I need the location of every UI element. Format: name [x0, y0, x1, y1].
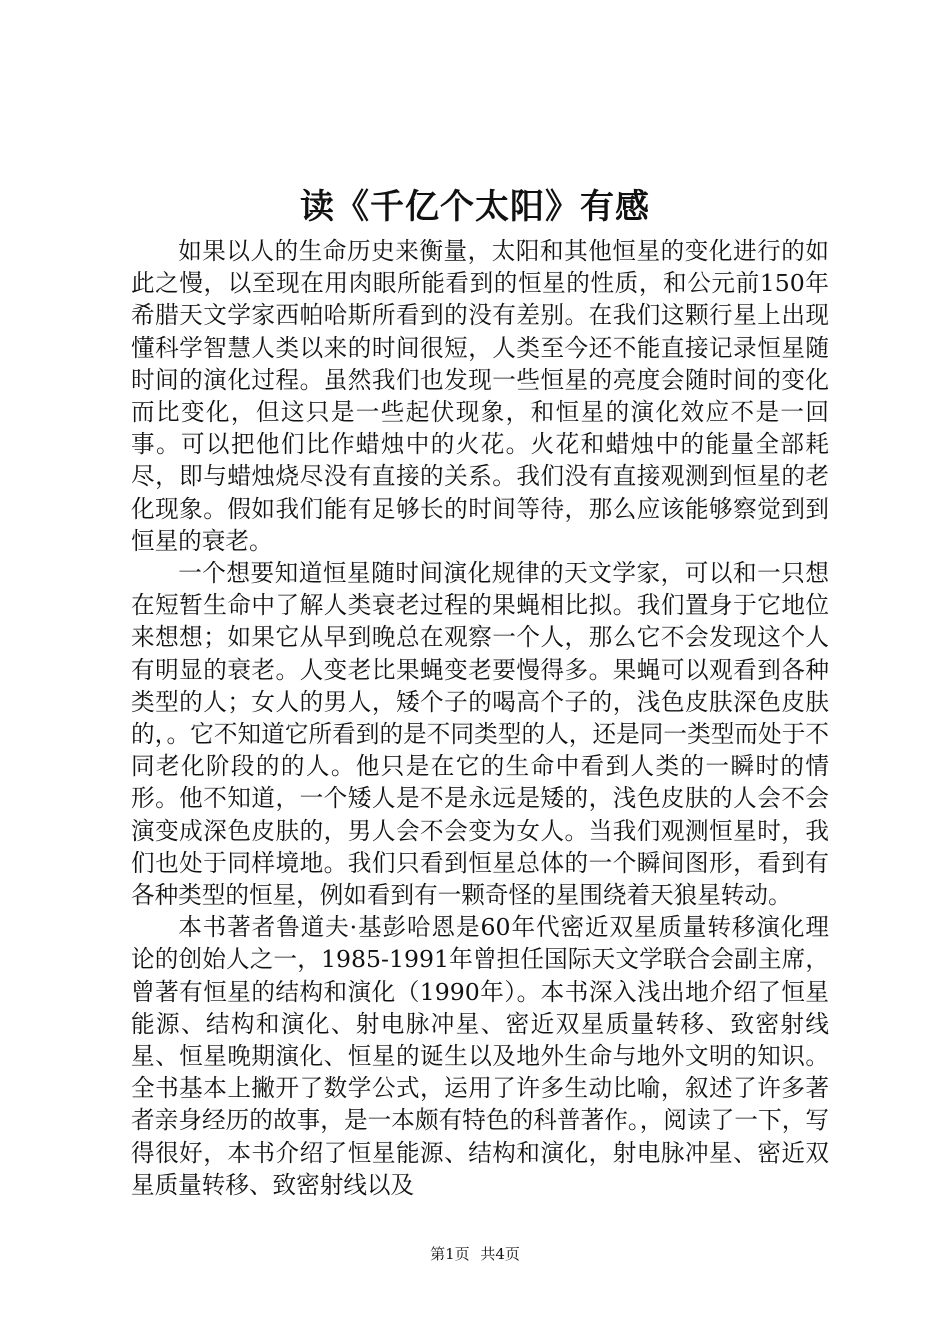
- page-footer: [0, 1244, 950, 1264]
- body-paragraph: 本书著者鲁道夫·基彭哈恩是60年代密近双星质量转移演化理论的创始人之一，1985-1991年曾担任国际天文学联合会副主席，曾著有恒星的结构和演化（1990年）。本书深入浅出地介绍了恒星能源、结构和演化、射电脉冲星、密近双星质量转移、致密射线星、恒星晚期演化、恒星的诞生以及地外生命与地外文明的知识。全书基本上撇开了数学公式，运用了许多生动比喻，叙述了许多著者亲身经历的故事，是一本颇有特色的科普著作。，阅读了一下，写得很好，本书介绍了恒星能源、结构和演化，射电脉冲星、密近双星质量转移、致密射线以及: [131, 913, 829, 1199]
- page-number: 第1页: [430, 1245, 470, 1263]
- document-title: 读《千亿个太阳》有感: [300, 187, 650, 227]
- body-paragraph: 如果以人的生命历史来衡量，太阳和其他恒星的变化进行的如此之慢，以至现在用肉眼所能看到的恒星的性质，和公元前150年希腊天文学家西帕哈斯所看到的没有差别。在我们这颗行星上出现懂科学智慧人类以来的时间很短，人类至今还不能直接记录恒星随时间的演化过程。虽然我们也发现一些恒星的亮度会随时间的变化而比变化，但这只是一些起伏现象，和恒星的演化效应不是一回事。可以把他们比作蜡烛中的火花。火花和蜡烛中的能量全部耗尽，即与蜡烛烧尽没有直接的关系。我们没有直接观测到恒星的老化现象。假如我们能有足够长的时间等待，那么应该能够察觉到到恒星的衰老。: [131, 237, 829, 555]
- body-paragraph: 一个想要知道恒星随时间演化规律的天文学家，可以和一只想在短暂生命中了解人类衰老过程的果蝇相比拟。我们置身于它地位来想想；如果它从早到晚总在观察一个人，那么它不会发现这个人有明显的衰老。人变老比果蝇变老要慢得多。果蝇可以观看到各种类型的人；女人的男人，矮个子的喝高个子的，浅色皮肤深色皮肤的，。它不知道它所看到的是不同类型的人，还是同一类型而处于不同老化阶段的的人。他只是在它的生命中看到人类的一瞬时的情形。他不知道，一个矮人是不是永远是矮的，浅色皮肤的人会不会演变成深色皮肤的，男人会不会变为女人。当我们观测恒星时，我们也处于同样境地。我们只看到恒星总体的一个瞬间图形，看到有各种类型的恒星，例如看到有一颗奇怪的星围绕着天狼星转动。: [131, 559, 829, 910]
- page-total: 共4页: [480, 1245, 520, 1263]
- document-body: [131, 235, 829, 1201]
